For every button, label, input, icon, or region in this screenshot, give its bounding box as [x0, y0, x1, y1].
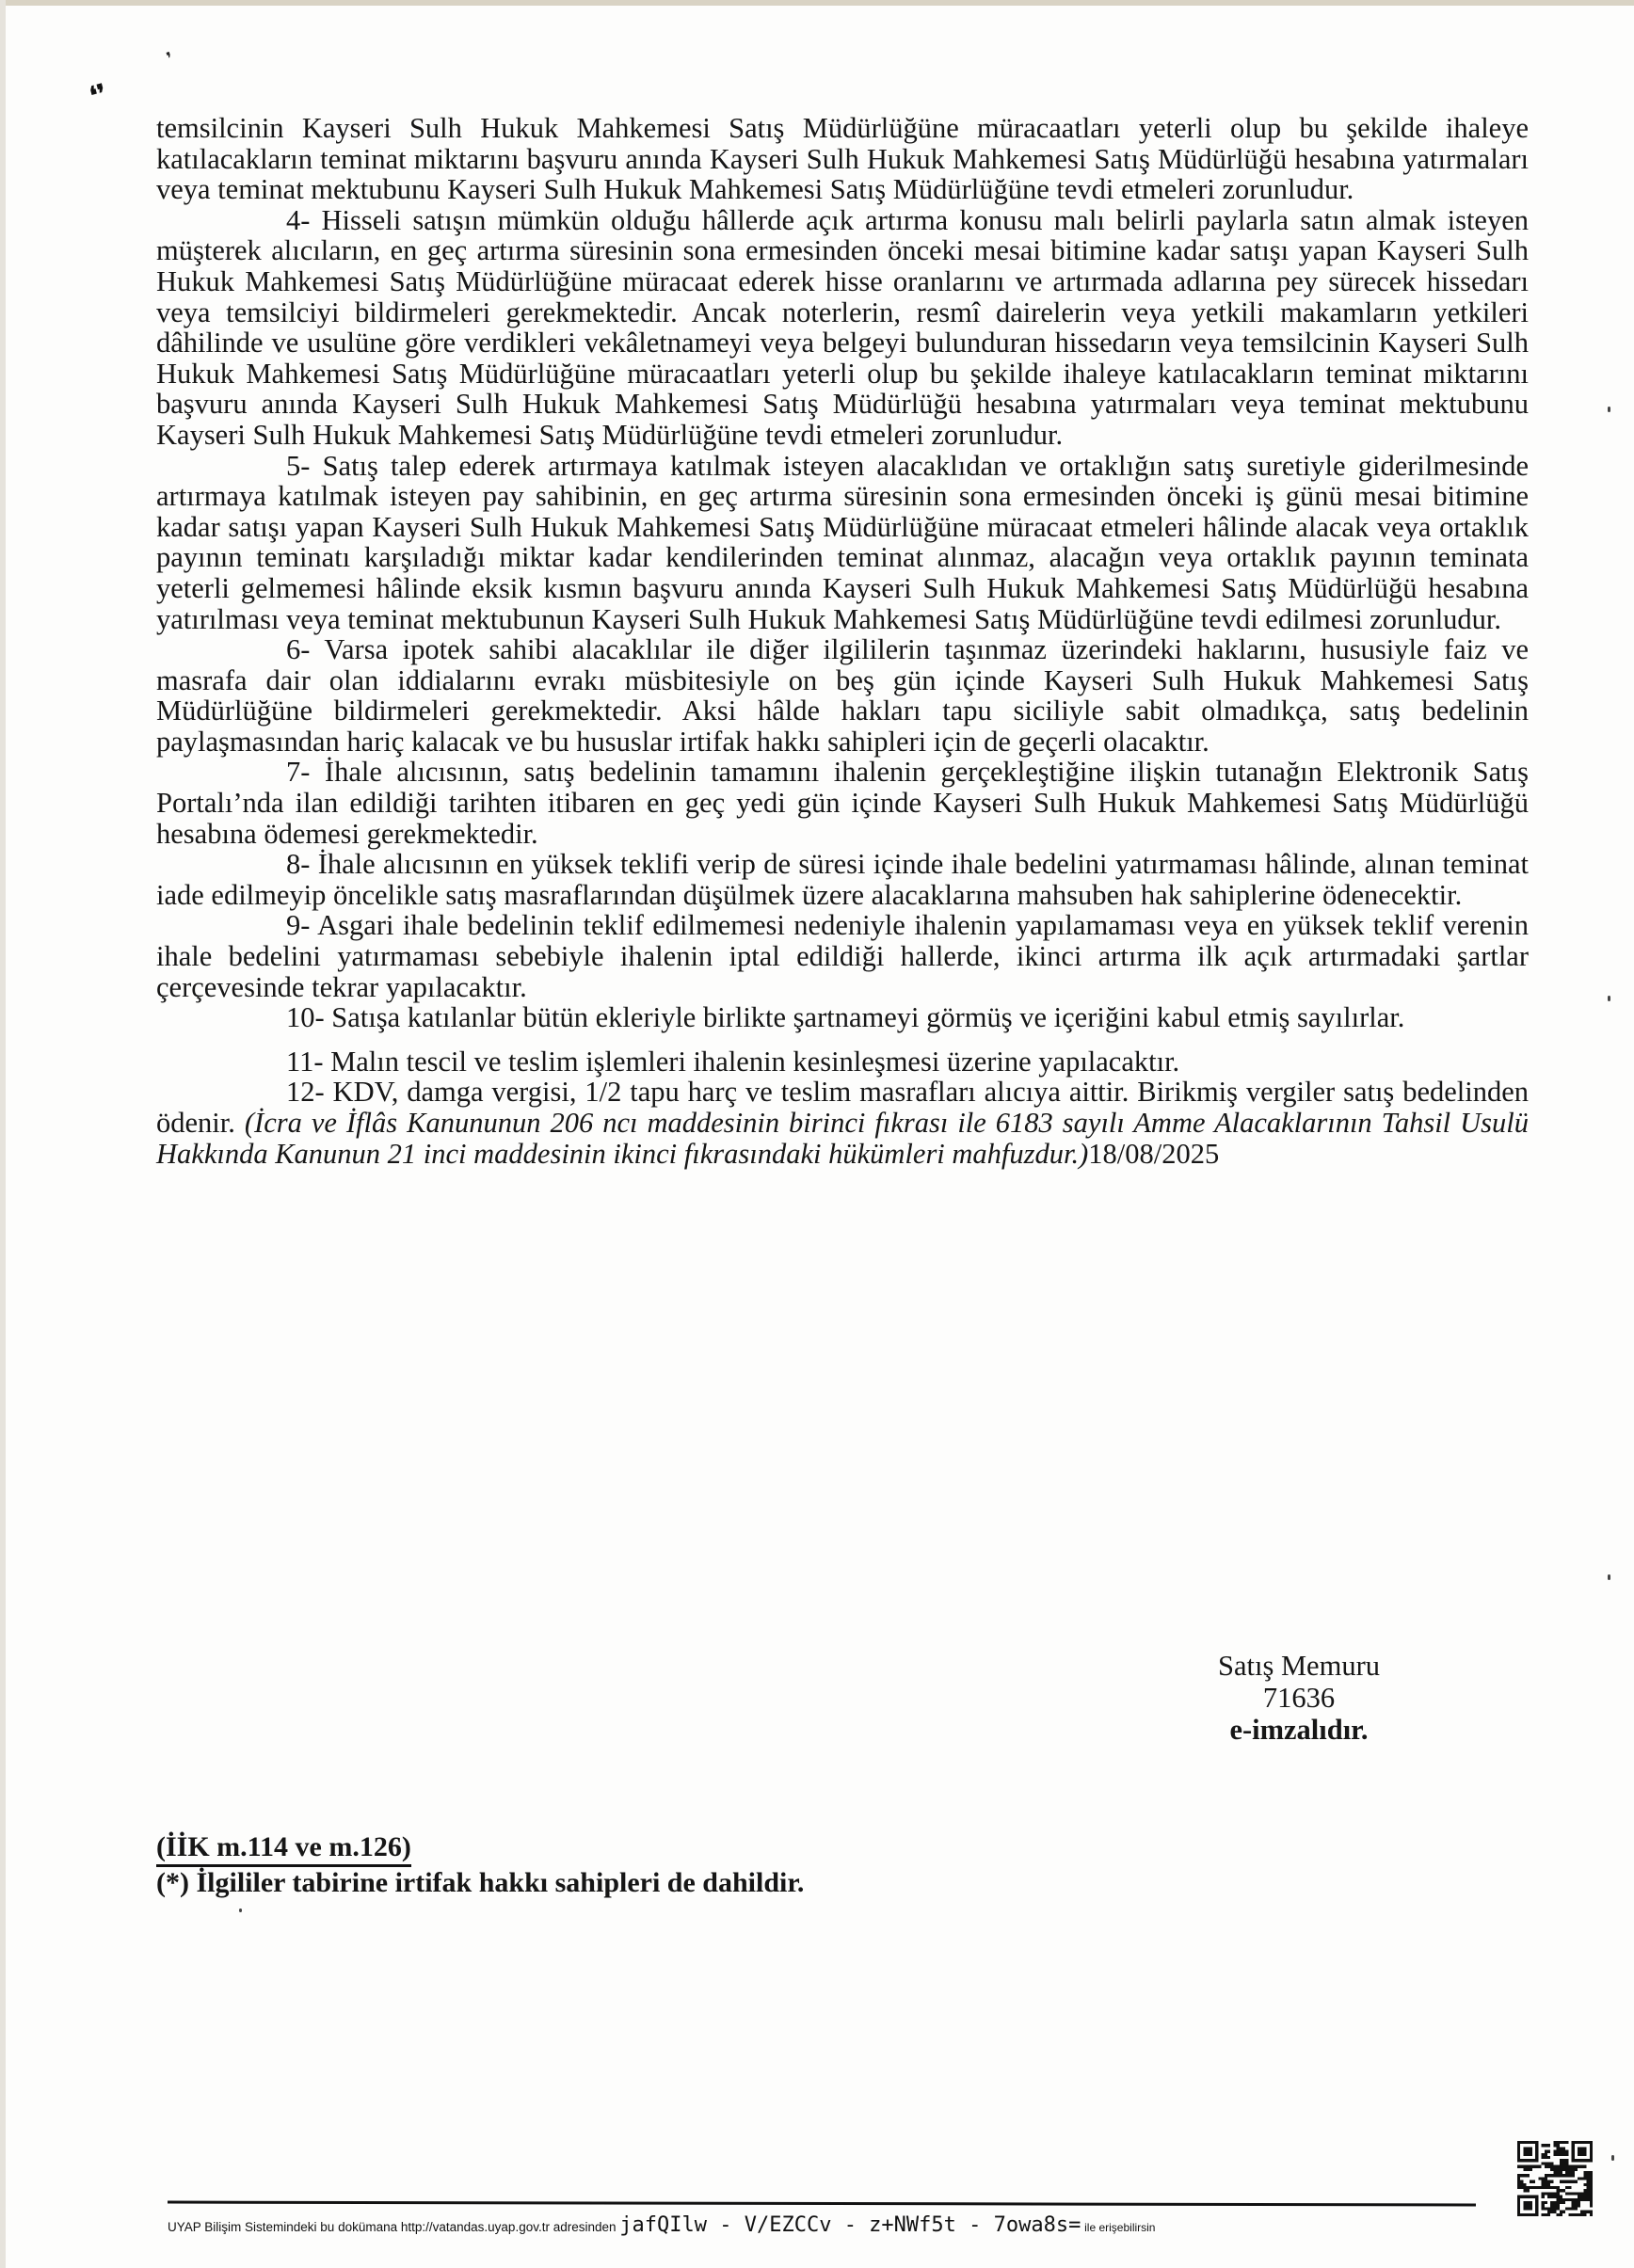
qr-module — [1590, 2201, 1593, 2204]
qr-module — [1583, 2196, 1586, 2198]
item-12-legal-note: (İcra ve İflâs Kanununun 206 ncı maddesinin birinci fıkrası ile 6183 sayılı Amme Alacaklarının Tahsil Usulü Hakkında Kanunun 21 inci maddesinin ikinci fıkrasındaki hükümleri mahfuzdur.) — [156, 1107, 1530, 1170]
qr-module — [1527, 2189, 1530, 2192]
qr-module — [1583, 2211, 1586, 2213]
qr-module — [1568, 2180, 1571, 2183]
qr-module — [1560, 2171, 1562, 2174]
qr-module — [1545, 2207, 1547, 2210]
qr-module — [1587, 2180, 1590, 2183]
paragraph-item-10: 10- Satışa katılanlar bütün ekleriyle birlikte şartnameyi görmüş ve içeriğini kabul etmiş sayılırlar. — [286, 1001, 1405, 1034]
qr-module — [1560, 2162, 1562, 2164]
qr-module — [1583, 2183, 1586, 2186]
qr-module — [1560, 2211, 1562, 2213]
qr-module — [1542, 2156, 1545, 2159]
qr-module — [1553, 2186, 1556, 2189]
qr-module — [1550, 2201, 1553, 2204]
qr-module — [1590, 2204, 1593, 2207]
qr-module — [1535, 2186, 1538, 2189]
paragraph-item-7: 7- İhale alıcısının, satış bedelinin tamamını ihalenin gerçekleştiğine ilişkin tutanağın Elektronik Satış Portalı’nda ilan edildiği tarihten itibaren en geç yedi gün içinde Kayseri Sulh Hukuk Mahkemesi Satış Müdürlüğü hesabına ödemesi gerekmektedir. — [156, 756, 1529, 850]
qr-module — [1578, 2213, 1580, 2216]
document-date: 18/08/2025 — [1088, 1137, 1220, 1170]
qr-module — [1532, 2165, 1535, 2168]
qr-module — [1587, 2183, 1590, 2186]
qr-module — [1568, 2171, 1571, 2174]
item-12-lead: 12- KDV, damga vergisi, 1/2 tapu harç ve teslim masrafları alıcıya aittir. Birikmiş vergiler satış bedelinden ödenir. — [156, 1076, 1529, 1139]
qr-module — [1587, 2186, 1590, 2189]
qr-module — [1517, 2180, 1520, 2183]
qr-module — [1517, 2186, 1520, 2189]
qr-module — [1532, 2180, 1535, 2183]
qr-module — [1572, 2174, 1575, 2177]
qr-module — [1547, 2207, 1550, 2210]
qr-module — [1572, 2171, 1575, 2174]
scan-speck — [1608, 1574, 1610, 1580]
e-signature-status: e-imzalıdır. — [1229, 1714, 1369, 1746]
qr-module — [1545, 2213, 1547, 2216]
qr-module — [1550, 2196, 1553, 2198]
qr-module — [1545, 2186, 1547, 2189]
qr-module — [1580, 2192, 1583, 2195]
qr-module — [1542, 2204, 1545, 2207]
qr-module — [1590, 2198, 1593, 2201]
qr-module — [1553, 2144, 1556, 2147]
qr-module — [1560, 2147, 1562, 2149]
qr-module — [1568, 2213, 1571, 2216]
qr-module — [1565, 2180, 1568, 2183]
qr-module — [1572, 2198, 1575, 2201]
qr-module — [1557, 2189, 1560, 2192]
qr-module — [1527, 2174, 1530, 2177]
qr-module — [1578, 2192, 1580, 2195]
qr-module — [1568, 2186, 1571, 2189]
qr-module — [1590, 2196, 1593, 2198]
qr-module — [1568, 2207, 1571, 2210]
qr-module — [1562, 2198, 1565, 2201]
qr-module — [1547, 2192, 1550, 2195]
qr-module — [1562, 2189, 1565, 2192]
qr-module — [1523, 2168, 1526, 2171]
qr-module — [1587, 2171, 1590, 2174]
qr-module — [1553, 2192, 1556, 2195]
uyap-footer — [168, 2213, 1504, 2237]
footer-suffix: ile erişebilirsin — [1084, 2221, 1156, 2234]
scan-speck — [1608, 407, 1610, 412]
qr-module — [1547, 2180, 1550, 2183]
qr-module — [1523, 2174, 1526, 2177]
qr-module — [1565, 2186, 1568, 2189]
qr-module — [1557, 2174, 1560, 2177]
qr-module — [1553, 2171, 1556, 2174]
qr-module — [1560, 2189, 1562, 2192]
qr-module — [1553, 2150, 1556, 2153]
qr-module — [1545, 2174, 1547, 2177]
qr-module — [1553, 2165, 1556, 2168]
footer-divider — [168, 2201, 1476, 2207]
qr-module — [1578, 2165, 1580, 2168]
access-code[interactable]: jafQIlw - V/EZCCv - z+NWf5t - 7owa8s= — [619, 2213, 1081, 2237]
qr-module — [1545, 2162, 1547, 2164]
qr-module — [1590, 2189, 1593, 2192]
qr-module — [1587, 2211, 1590, 2213]
qr-module — [1547, 2183, 1550, 2186]
qr-module — [1530, 2165, 1532, 2168]
qr-module — [1557, 2196, 1560, 2198]
qr-module — [1560, 2180, 1562, 2183]
qr-module — [1517, 2165, 1520, 2168]
qr-module — [1553, 2211, 1556, 2213]
qr-module — [1523, 2165, 1526, 2168]
qr-module — [1560, 2159, 1562, 2162]
qr-module — [1542, 2177, 1545, 2180]
footer-prefix: UYAP Bilişim Sistemindeki bu dokümana http://vatandas.uyap.gov.tr adresinden — [168, 2220, 617, 2234]
qr-module — [1542, 2201, 1545, 2204]
qr-module — [1542, 2192, 1545, 2195]
qr-module — [1580, 2165, 1583, 2168]
paragraph-item-12 — [156, 1077, 1529, 1169]
qr-module — [1580, 2177, 1583, 2180]
qr-code-icon[interactable] — [1517, 2141, 1593, 2216]
qr-module — [1560, 2174, 1562, 2177]
qr-module — [1583, 2165, 1586, 2168]
qr-module — [1565, 2174, 1568, 2177]
qr-module — [1580, 2196, 1583, 2198]
qr-module — [1565, 2165, 1568, 2168]
qr-module — [1553, 2168, 1556, 2171]
qr-module — [1568, 2192, 1571, 2195]
qr-module — [1557, 2207, 1560, 2210]
qr-module — [1545, 2183, 1547, 2186]
qr-module — [1583, 2189, 1586, 2192]
qr-module — [1557, 2153, 1560, 2156]
qr-module — [1572, 2180, 1575, 2183]
qr-module — [1565, 2207, 1568, 2210]
qr-module — [1587, 2196, 1590, 2198]
scan-mark-icon: ❛❜ — [87, 79, 110, 110]
qr-module — [1542, 2162, 1545, 2164]
qr-module — [1542, 2207, 1545, 2210]
paragraph-item-9: 9- Asgari ihale bedelinin teklif edilmemesi nedeniyle ihalenin yapılamaması veya en yüksek teklif verenin ihale bedelini yatırmaması sebebiyle ihalenin iptal edildiği hallerde, ikinci artırma ilk açık artırmadaki şartlar çerçevesinde tekrar yapılacaktır. — [156, 909, 1529, 1003]
qr-module — [1562, 2168, 1565, 2171]
qr-module — [1575, 2213, 1578, 2216]
scan-mark-icon: ❜ — [164, 48, 176, 69]
qr-module — [1562, 2153, 1565, 2156]
qr-module — [1550, 2204, 1553, 2207]
qr-module — [1578, 2196, 1580, 2198]
qr-module — [1575, 2165, 1578, 2168]
qr-module — [1553, 2153, 1556, 2156]
qr-module — [1523, 2186, 1526, 2189]
qr-module — [1572, 2192, 1575, 2195]
qr-module — [1547, 2174, 1550, 2177]
qr-module — [1590, 2174, 1593, 2177]
qr-module — [1545, 2177, 1547, 2180]
qr-module — [1562, 2162, 1565, 2164]
qr-module — [1520, 2186, 1523, 2189]
document-body — [156, 113, 1529, 1169]
qr-module — [1557, 2204, 1560, 2207]
qr-module — [1560, 2153, 1562, 2156]
qr-module — [1557, 2192, 1560, 2195]
qr-module — [1568, 2174, 1571, 2177]
qr-module — [1547, 2156, 1550, 2159]
qr-module — [1565, 2162, 1568, 2164]
qr-module — [1545, 2192, 1547, 2195]
law-reference: (İİK m.114 ve m.126) — [156, 1831, 411, 1867]
qr-module — [1553, 2141, 1556, 2144]
qr-module — [1562, 2180, 1565, 2183]
qr-module — [1562, 2174, 1565, 2177]
paragraph-item-6: 6- Varsa ipotek sahibi alacaklılar ile diğer ilgililerin taşınmaz üzerindeki haklarını, hususiyle faiz ve masrafa dair olan iddialarını evrakı müsbitesiyle on beş gün içinde Kayseri Sulh Hukuk Mahkemesi Satış Müdürlüğüne bildirmeleri gerekmektedir. Aksi hâlde hakları tapu siciliyle sabit olmadıkça, satış bedelinin paylaşmasından hariç kalacak ve bu hususlar irtifak hakkı sahipleri için de geçerli olacaktır. — [156, 633, 1529, 758]
qr-module — [1590, 2171, 1593, 2174]
qr-module — [1572, 2207, 1575, 2210]
paragraph-continuation: temsilcinin Kayseri Sulh Hukuk Mahkemesi Satış Müdürlüğüne müracaatları yeterli olup bu şekilde ihaleye katılacakların teminat miktarını başvuru anında Kayseri Sulh Hukuk Mahkemesi Satış Müdürlüğü hesabına yatırmaları veya teminat mektubunu Kayseri Sulh Hukuk Mahkemesi Satış Müdürlüğüne tevdi etmeleri zorunludur. — [156, 112, 1529, 206]
qr-module — [1560, 2201, 1562, 2204]
qr-module — [1590, 2180, 1593, 2183]
qr-module — [1523, 2147, 1532, 2156]
qr-module — [1562, 2150, 1565, 2153]
qr-module — [1562, 2159, 1565, 2162]
qr-module — [1538, 2177, 1541, 2180]
qr-module — [1560, 2213, 1562, 2216]
qr-module — [1550, 2174, 1553, 2177]
qr-module — [1578, 2198, 1580, 2201]
qr-module — [1562, 2211, 1565, 2213]
qr-module — [1547, 2196, 1550, 2198]
qr-module — [1583, 2171, 1586, 2174]
paragraph-item-4: 4- Hisseli satışın mümkün olduğu hâllerde açık artırma konusu malı belirli paylarla satın almak isteyen müşterek alıcıların, en geç artırma süresinin sona ermesinden önceki mesai bitimine kadar satışı yapan Kayseri Sulh Hukuk Mahkemesi Satış Müdürlüğüne müracaat ederek hisse oranlarını ve artırmada adlarına pey sürecek hissedarı veya temsilciyi bildirmeleri gerekmektedir. Ancak noterlerin, resmî dairelerin veya yetkili makamların yetkileri dâhilinde ve usulüne göre verdikleri vekâletnameyi veya belgeyi bulunduran hissedarın veya temsilcinin Kayseri Sulh Hukuk Mahkemesi Satış Müdürlüğüne müracaatları yeterli olup bu şekilde ihaleye katılacakların teminat miktarını başvuru anında Kayseri Sulh Hukuk Mahkemesi Satış Müdürlüğü hesabına yatırmaları veya teminat mektubunu Kayseri Sulh Hukuk Mahkemesi Satış Müdürlüğüne tevdi etmeleri zorunludur. — [156, 203, 1529, 451]
qr-module — [1557, 2165, 1560, 2168]
qr-module — [1560, 2165, 1562, 2168]
qr-module — [1575, 2207, 1578, 2210]
qr-module — [1587, 2192, 1590, 2195]
qr-module — [1550, 2165, 1553, 2168]
qr-module — [1547, 2211, 1550, 2213]
qr-module — [1590, 2183, 1593, 2186]
qr-module — [1545, 2165, 1547, 2168]
qr-module — [1557, 2198, 1560, 2201]
qr-module — [1517, 2174, 1520, 2177]
qr-module — [1542, 2180, 1545, 2183]
qr-module — [1557, 2201, 1560, 2204]
qr-module — [1542, 2144, 1545, 2147]
qr-module — [1542, 2183, 1545, 2186]
qr-module — [1562, 2165, 1565, 2168]
qr-module — [1550, 2211, 1553, 2213]
qr-module — [1560, 2141, 1562, 2144]
qr-module — [1587, 2174, 1590, 2177]
qr-module — [1527, 2186, 1530, 2189]
footnotes — [156, 1831, 804, 1899]
qr-module — [1565, 2198, 1568, 2201]
qr-module — [1560, 2150, 1562, 2153]
qr-module — [1547, 2162, 1550, 2164]
qr-module — [1520, 2165, 1523, 2168]
footnote-note: (*) İlgililer tabirine irtifak hakkı sahipleri de dahildir. — [156, 1867, 805, 1898]
qr-module — [1547, 2213, 1550, 2216]
scan-speck — [1611, 2155, 1614, 2161]
qr-module — [1560, 2168, 1562, 2171]
qr-module — [1580, 2198, 1583, 2201]
qr-module — [1557, 2150, 1560, 2153]
scan-speck — [1608, 996, 1610, 1001]
qr-module — [1572, 2204, 1575, 2207]
qr-module — [1550, 2186, 1553, 2189]
qr-module — [1587, 2177, 1590, 2180]
qr-module — [1565, 2153, 1568, 2156]
paragraph-item-5: 5- Satış talep ederek artırmaya katılmak isteyen alacaklıdan ve ortaklığın satış suretiyle giderilmesinde artırmaya katılmak isteyen pay sahibinin, en geç artırma süresinin sona ermesinden önceki iş günü mesai bitimine kadar satışı yapan Kayseri Sulh Hukuk Mahkemesi Satış Müdürlüğüne müracaat etmeleri hâlinde alacak veya ortaklık payının teminatı karşıladığı miktar kadar kendilerinden teminat alınmaz, alacağın veya ortaklık payının teminata yeterli gelmemesi hâlinde eksik kısmın başvuru anında Kayseri Sulh Hukuk Mahkemesi Satış Müdürlüğü hesabına yatırılması veya teminat mektubunun Kayseri Sulh Hukuk Mahkemesi Satış Müdürlüğüne tevdi edilmesi zorunludur. — [156, 449, 1529, 635]
qr-module — [1545, 2144, 1547, 2147]
paragraph-item-8: 8- İhale alıcısının en yüksek teklifi verip de süresi içinde ihale bedelini yatırmaması hâlinde, alınan teminat iade edilmeyip öncelikle satış masraflarından düşülmek üzere alacaklarına mahsuben hak sahiplerine ödenecektir. — [156, 848, 1529, 911]
qr-module — [1530, 2180, 1532, 2183]
qr-module — [1565, 2192, 1568, 2195]
qr-module — [1538, 2165, 1541, 2168]
qr-module — [1562, 2147, 1565, 2149]
qr-module — [1527, 2165, 1530, 2168]
qr-module — [1568, 2168, 1571, 2171]
qr-module — [1583, 2192, 1586, 2195]
qr-module — [1583, 2198, 1586, 2201]
qr-module — [1520, 2174, 1523, 2177]
qr-module — [1587, 2189, 1590, 2192]
qr-module — [1575, 2198, 1578, 2201]
qr-module — [1572, 2165, 1575, 2168]
qr-module — [1557, 2147, 1560, 2149]
qr-module — [1545, 2180, 1547, 2183]
qr-module — [1575, 2168, 1578, 2171]
qr-module — [1562, 2201, 1565, 2204]
qr-module — [1535, 2165, 1538, 2168]
qr-module — [1545, 2156, 1547, 2159]
qr-module — [1562, 2141, 1565, 2144]
qr-module — [1590, 2177, 1593, 2180]
qr-module — [1560, 2198, 1562, 2201]
qr-module — [1517, 2183, 1520, 2186]
qr-module — [1557, 2168, 1560, 2171]
qr-module — [1530, 2168, 1532, 2171]
qr-module — [1568, 2198, 1571, 2201]
qr-module — [1572, 2213, 1575, 2216]
qr-module — [1557, 2171, 1560, 2174]
qr-module — [1578, 2204, 1580, 2207]
qr-module — [1520, 2183, 1523, 2186]
qr-module — [1523, 2189, 1526, 2192]
qr-module — [1553, 2204, 1556, 2207]
qr-module — [1553, 2196, 1556, 2198]
qr-module — [1550, 2162, 1553, 2164]
qr-module — [1542, 2186, 1545, 2189]
qr-module — [1557, 2186, 1560, 2189]
qr-module — [1547, 2144, 1550, 2147]
qr-module — [1550, 2207, 1553, 2210]
qr-module — [1590, 2192, 1593, 2195]
qr-module — [1545, 2201, 1547, 2204]
qr-module — [1545, 2150, 1547, 2153]
qr-module — [1560, 2196, 1562, 2198]
qr-module — [1578, 2201, 1580, 2204]
qr-module — [1520, 2180, 1523, 2183]
qr-module — [1572, 2168, 1575, 2171]
qr-module — [1517, 2177, 1520, 2180]
qr-module — [1553, 2201, 1556, 2204]
qr-module — [1575, 2204, 1578, 2207]
qr-module — [1578, 2147, 1587, 2156]
qr-module — [1583, 2174, 1586, 2177]
qr-module — [1542, 2153, 1545, 2156]
signature-block — [1186, 1650, 1412, 1746]
qr-module — [1550, 2180, 1553, 2183]
scan-edge-top — [0, 0, 1634, 6]
qr-module — [1547, 2150, 1550, 2153]
qr-module — [1557, 2213, 1560, 2216]
qr-module — [1545, 2153, 1547, 2156]
qr-module — [1547, 2186, 1550, 2189]
qr-module — [1580, 2213, 1583, 2216]
qr-module — [1542, 2196, 1545, 2198]
qr-module — [1587, 2198, 1590, 2201]
qr-module — [1590, 2213, 1593, 2216]
qr-module — [1580, 2211, 1583, 2213]
qr-module — [1530, 2186, 1532, 2189]
qr-module — [1572, 2201, 1575, 2204]
signature-number: 71636 — [1262, 1682, 1336, 1714]
qr-module — [1565, 2168, 1568, 2171]
qr-module — [1590, 2211, 1593, 2213]
qr-module — [1557, 2144, 1560, 2147]
qr-module — [1578, 2177, 1580, 2180]
qr-module — [1553, 2207, 1556, 2210]
qr-module — [1565, 2141, 1568, 2144]
qr-module — [1565, 2159, 1568, 2162]
paragraph-item-11: 11- Malın tescil ve teslim işlemleri ihalenin kesinleşmesi üzerine yapılacaktır. — [286, 1045, 1180, 1078]
qr-module — [1568, 2165, 1571, 2168]
qr-module — [1565, 2150, 1568, 2153]
qr-module — [1547, 2165, 1550, 2168]
qr-module — [1553, 2174, 1556, 2177]
signature-title: Satış Memuru — [1218, 1650, 1380, 1682]
qr-module — [1590, 2186, 1593, 2189]
qr-module — [1527, 2168, 1530, 2171]
qr-module — [1532, 2186, 1535, 2189]
qr-module — [1557, 2141, 1560, 2144]
qr-module — [1538, 2186, 1541, 2189]
qr-module — [1575, 2192, 1578, 2195]
scan-speck — [239, 1909, 242, 1912]
qr-module — [1542, 2213, 1545, 2216]
qr-module — [1523, 2201, 1532, 2211]
qr-module — [1583, 2177, 1586, 2180]
qr-module — [1575, 2201, 1578, 2204]
qr-module — [1523, 2183, 1526, 2186]
qr-module — [1550, 2192, 1553, 2195]
scan-edge-left — [0, 0, 6, 2268]
qr-module — [1550, 2168, 1553, 2171]
qr-module — [1565, 2171, 1568, 2174]
qr-module — [1583, 2213, 1586, 2216]
qr-module — [1575, 2180, 1578, 2183]
